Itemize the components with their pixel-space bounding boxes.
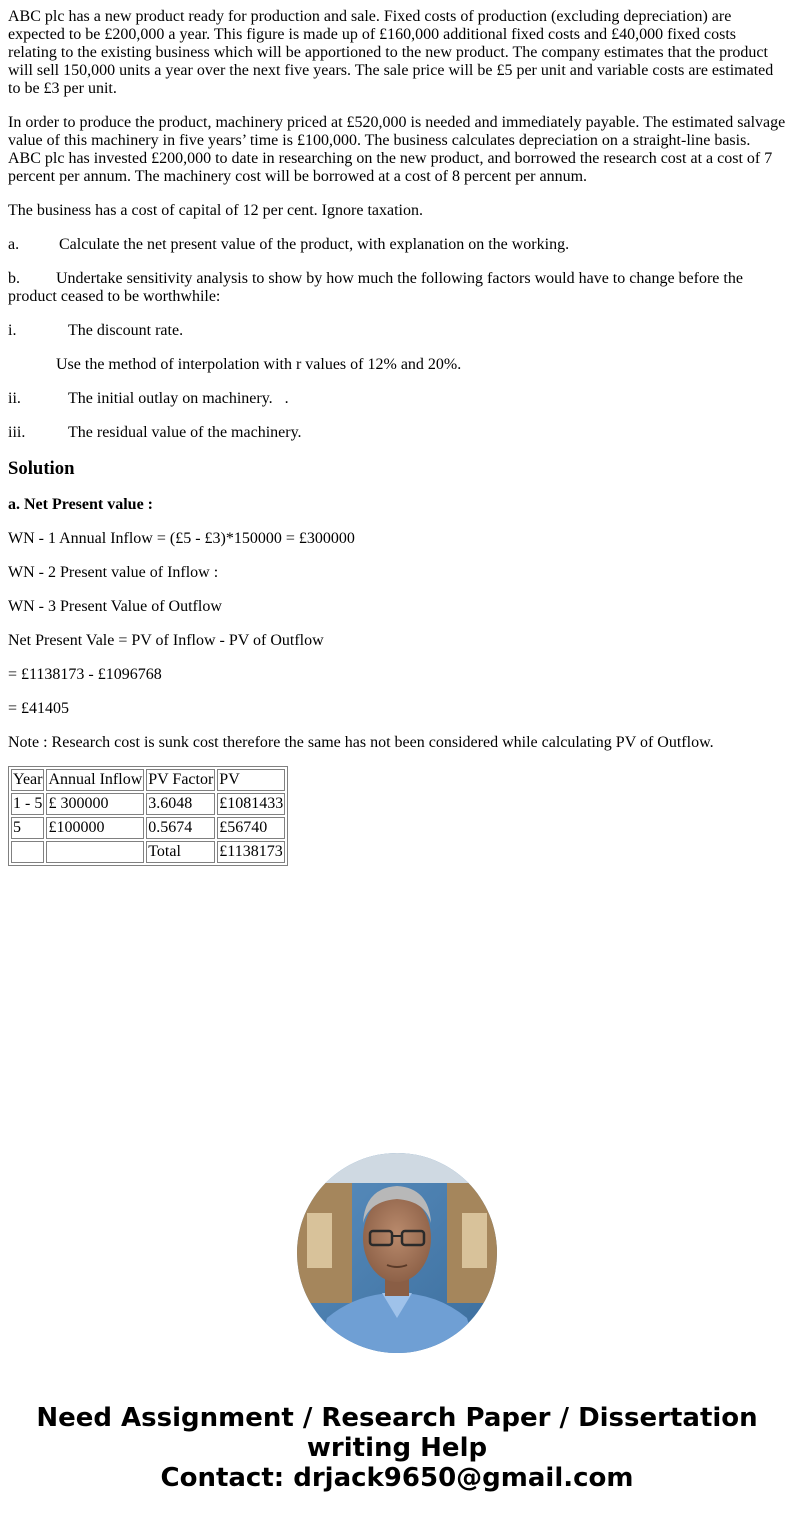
table-cell: £1081433 <box>217 793 285 815</box>
promo-banner <box>0 1403 794 1493</box>
part-iii <box>8 424 786 442</box>
table-header-cell: PV <box>217 769 285 791</box>
question-paragraph-3: The business has a cost of capital of 12 per cent. Ignore taxation. <box>8 202 423 219</box>
part-a-marker: a. <box>8 236 20 253</box>
working-note-1: WN - 1 Annual Inflow = (£5 - £3)*150000 = £300000 <box>8 530 355 547</box>
table-cell <box>46 841 144 863</box>
table-header-row <box>11 769 285 791</box>
part-a-text: Calculate the net present value of the product, with explanation on the working. <box>59 236 570 253</box>
working-note-3: WN - 3 Present Value of Outflow <box>8 598 222 615</box>
table-row <box>11 793 285 815</box>
table-header-cell: Annual Inflow <box>46 769 144 791</box>
promo-line-2: writing Help <box>306 1433 488 1463</box>
npv-result: = £41405 <box>8 700 70 717</box>
part-i <box>8 322 786 340</box>
table-cell: £56740 <box>217 817 285 839</box>
table-cell: 3.6048 <box>146 793 215 815</box>
part-b <box>8 270 786 306</box>
question-paragraph-2: In order to produce the product, machinery priced at £520,000 is needed and immediately payable. The estimated salvage value of this machinery in five years’ time is £100,000. The business calculates depreciation on a straight-line basis. ABC plc has invested £200,000 to date in researching on the new product, and borrowed the research cost at a cost of 7 percent per annum. The machinery cost will be borrowed at a cost of 8 percent per annum. <box>8 114 786 185</box>
pv-table <box>8 766 288 866</box>
table-row <box>11 841 285 863</box>
promo-contact: Contact: drjack9650@gmail.com <box>160 1463 634 1493</box>
npv-calculation: = £1138173 - £1096768 <box>8 666 162 683</box>
part-ii-text: The initial outlay on machinery. . <box>68 390 289 407</box>
part-ii <box>8 390 786 408</box>
sunk-cost-note: Note : Research cost is sunk cost therefore the same has not been considered while calculating PV of Outflow. <box>8 734 714 751</box>
part-i-marker: i. <box>8 322 17 339</box>
table-cell <box>11 841 44 863</box>
part-iii-marker: iii. <box>8 424 26 441</box>
solution-heading: Solution <box>8 458 75 479</box>
part-iii-text: The residual value of the machinery. <box>68 424 302 441</box>
table-cell: Total <box>146 841 215 863</box>
avatar <box>297 1153 497 1353</box>
part-b-text: Undertake sensitivity analysis to show by how much the following factors would have to change before the product ceased to be worthwhile: <box>8 270 743 305</box>
working-note-2: WN - 2 Present value of Inflow : <box>8 564 219 581</box>
tutor-portrait <box>297 1153 497 1353</box>
table-cell: £100000 <box>46 817 144 839</box>
table-cell: £ 300000 <box>46 793 144 815</box>
question-paragraph-1: ABC plc has a new product ready for production and sale. Fixed costs of production (excluding depreciation) are expected to be £200,000 a year. This figure is made up of £160,000 additional fixed costs and £40,000 fixed costs relating to the existing business which will be apportioned to the new product. The company estimates that the product will sell 150,000 units a year over the next five years. The sale price will be £5 per unit and variable costs are estimated to be £3 per unit. <box>8 8 774 97</box>
table-header-cell: Year <box>11 769 44 791</box>
table-cell: 0.5674 <box>146 817 215 839</box>
part-i-text: The discount rate. <box>68 322 184 339</box>
table-cell: 1 - 5 <box>11 793 44 815</box>
part-a <box>8 236 786 254</box>
part-ii-marker: ii. <box>8 390 21 407</box>
table-cell: £1138173 <box>217 841 285 863</box>
promo-line-1: Need Assignment / Research Paper / Dissertation <box>36 1403 758 1433</box>
table-header-cell: PV Factor <box>146 769 215 791</box>
part-b-marker: b. <box>8 270 20 287</box>
part-i-note: Use the method of interpolation with r values of 12% and 20%. <box>56 356 462 373</box>
npv-formula: Net Present Vale = PV of Inflow - PV of Outflow <box>8 632 324 649</box>
table-cell: 5 <box>11 817 44 839</box>
table-row <box>11 817 285 839</box>
solution-subheading: a. Net Present value : <box>8 496 153 513</box>
